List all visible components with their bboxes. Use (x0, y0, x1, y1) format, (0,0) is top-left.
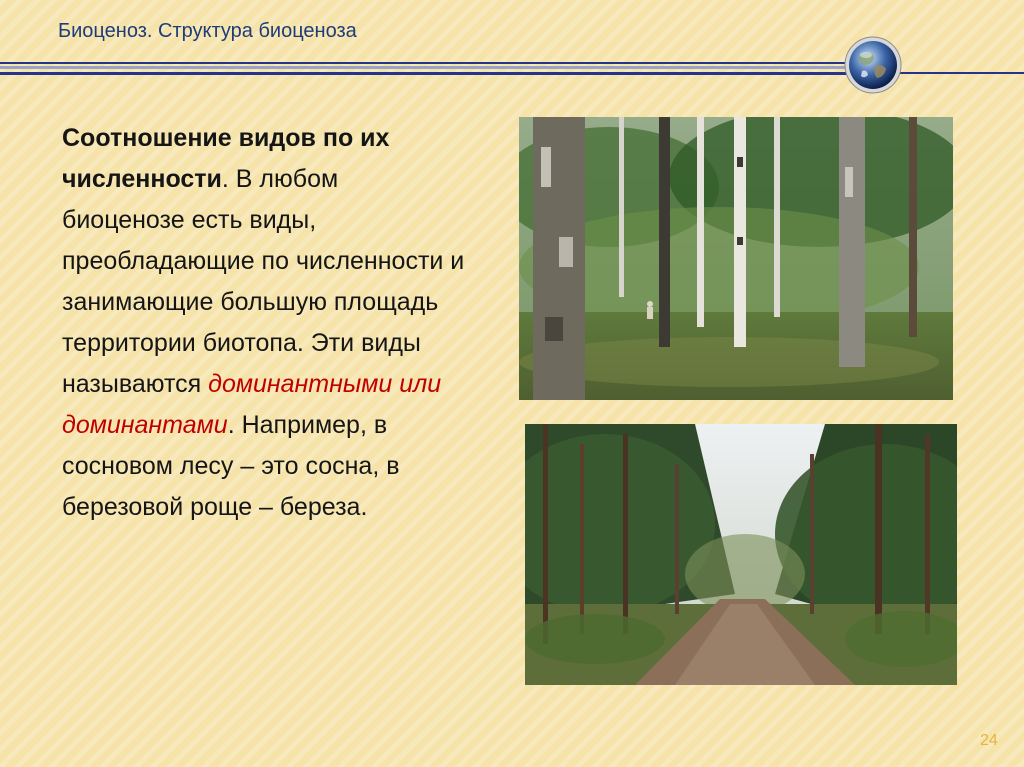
earth-globe-icon (844, 36, 902, 94)
slide-header-title: Биоценоз. Структура биоценоза (58, 20, 357, 42)
body-paragraph-part-1: В любом биоценозе есть виды, преобладающие по численности и занимающие большую площадь территории биотопа. Эти виды называются (62, 165, 465, 398)
dominant-species-term: доминантными или доминантами (62, 370, 442, 439)
heading-period: . (221, 165, 229, 193)
section-heading: Соотношение видов по их численности (62, 124, 390, 193)
body-paragraph-part-2: . Например, в сосновом лесу – это сосна, в березовой роще – береза. (62, 411, 400, 521)
page-number: 24 (980, 732, 998, 749)
header-divider-line-right (900, 72, 1024, 74)
header-divider-line (0, 62, 862, 75)
birch-forest-photo (519, 117, 953, 400)
slide-body-text (62, 118, 467, 528)
pine-forest-path-photo (525, 424, 957, 685)
